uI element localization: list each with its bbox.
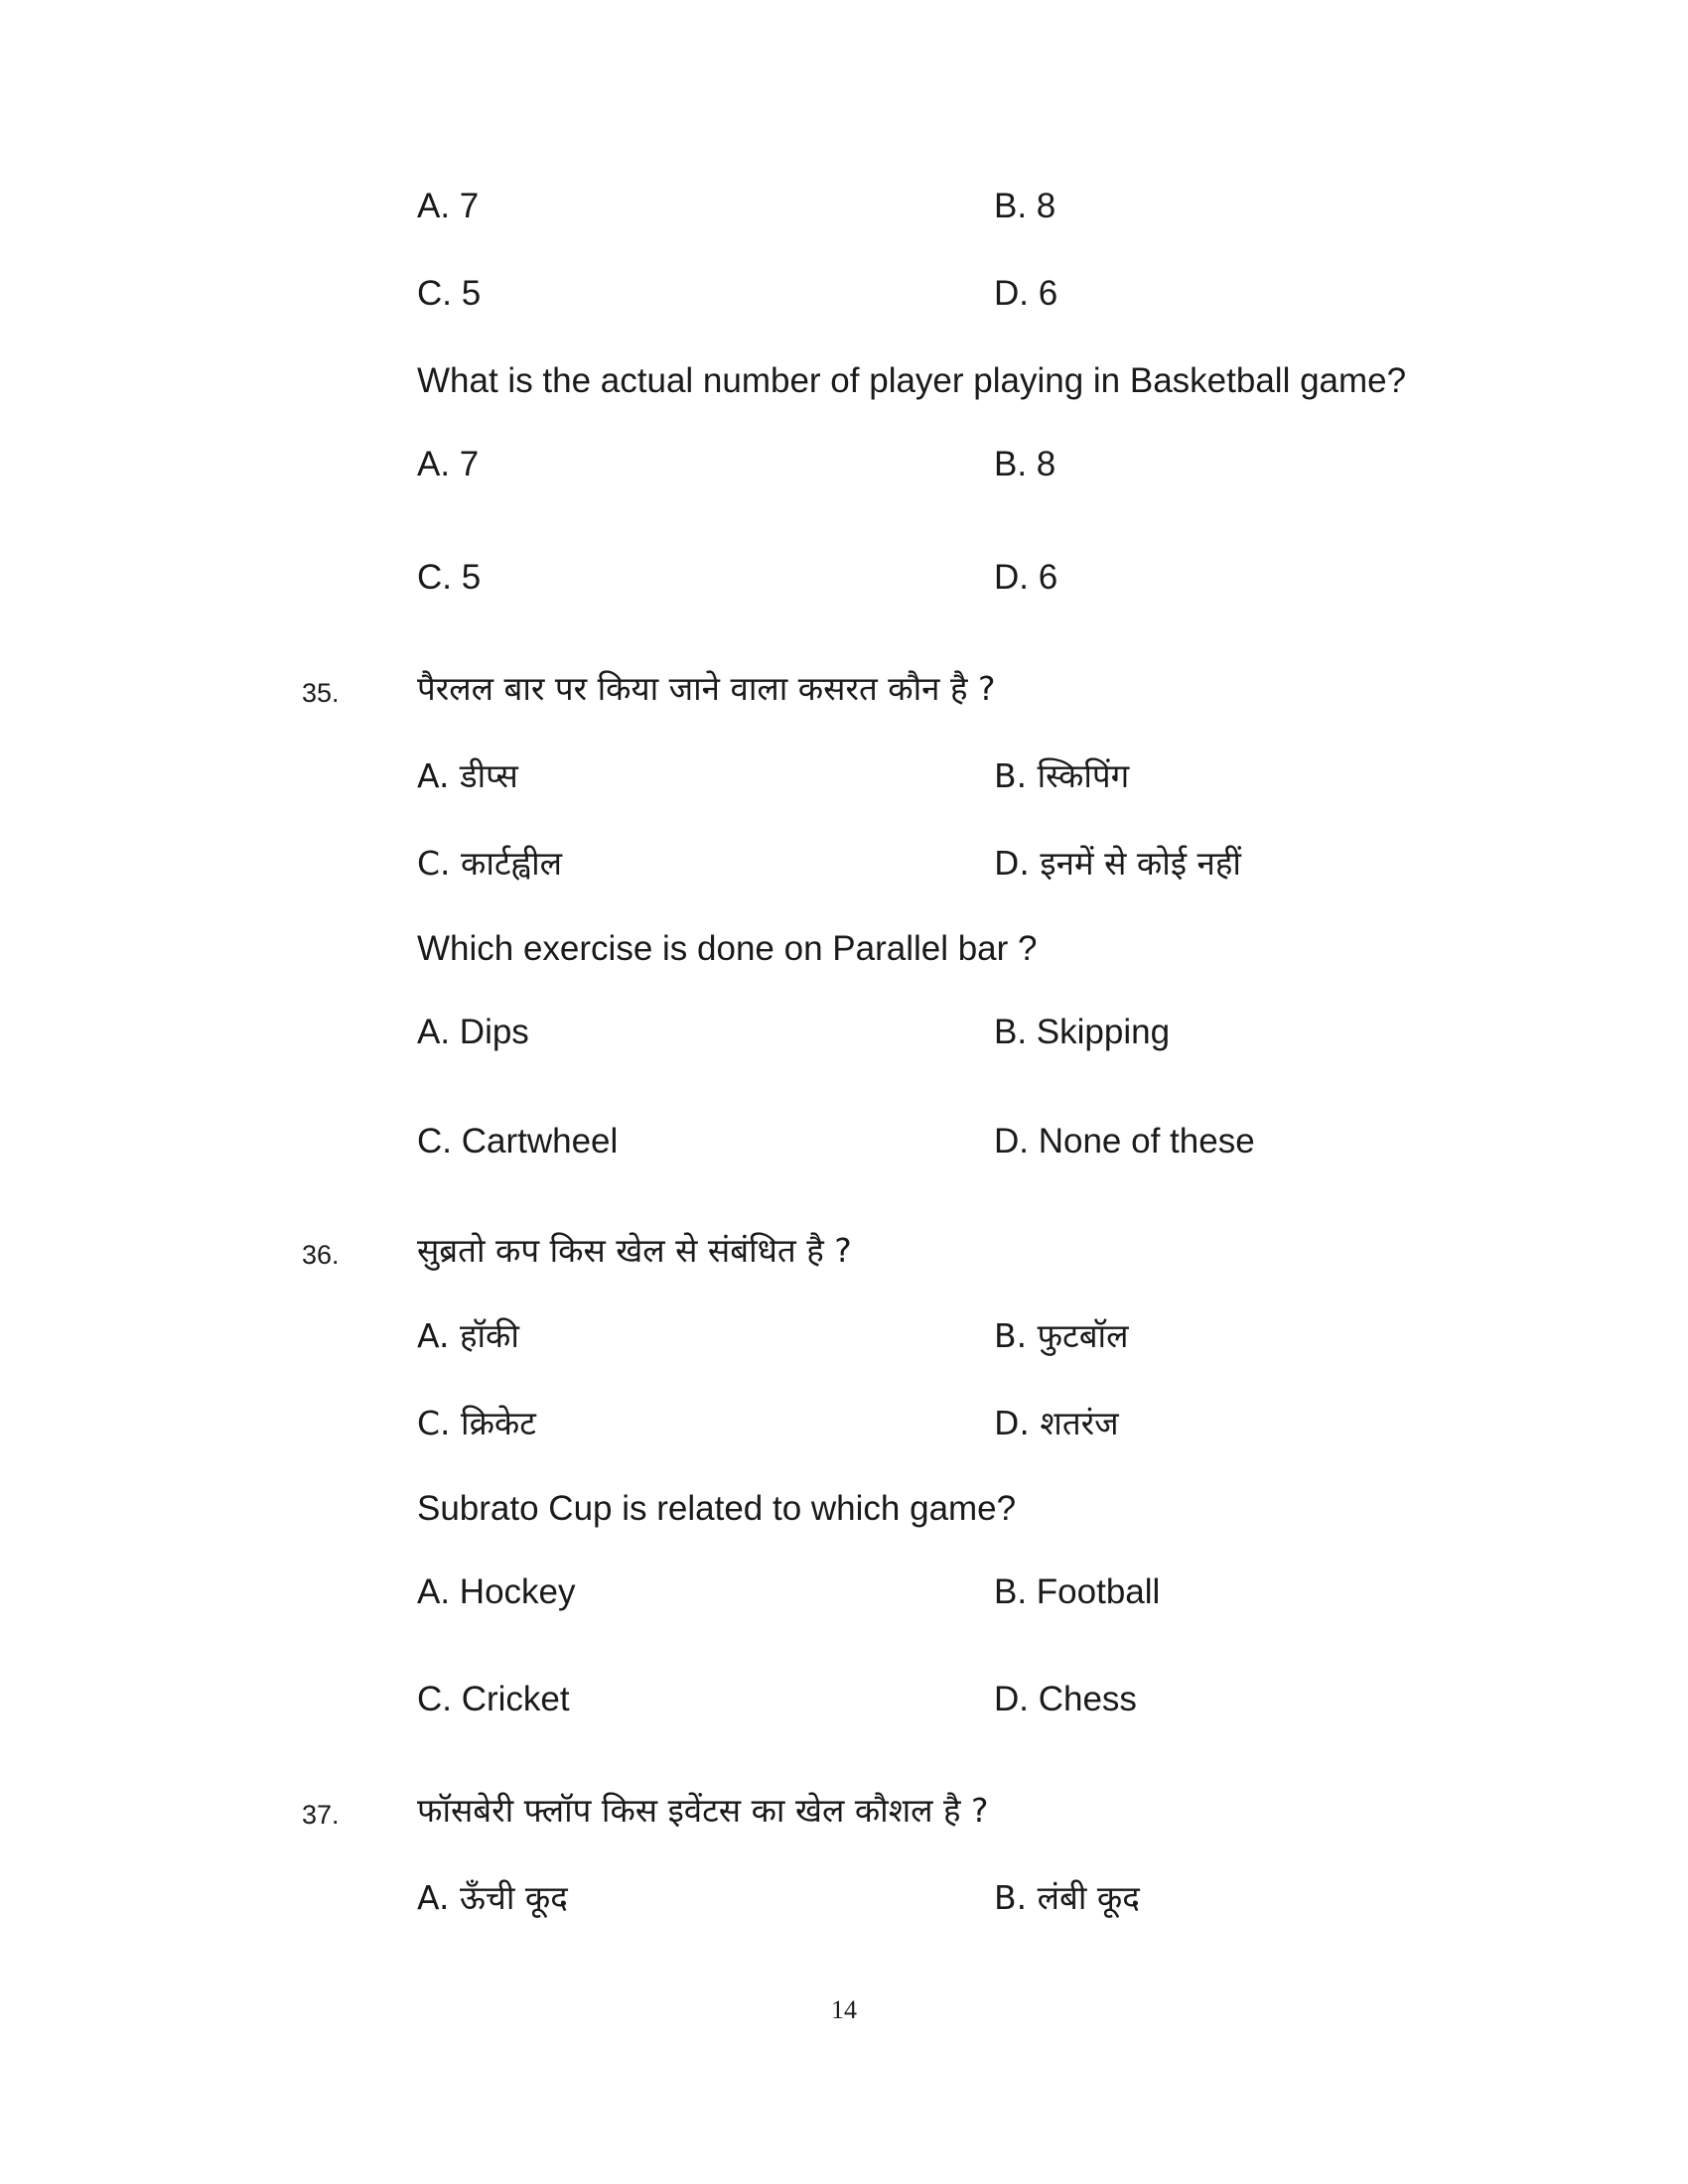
question-number: 37. [302,1800,340,1830]
option-d: D. 6 [994,274,1058,313]
english-option-a: A. Hockey [417,1572,576,1611]
question-number: 35. [302,678,340,708]
hindi-question-text: फॉसबेरी फ्लॉप किस इवेंटस का खेल कौशल है ? [417,1791,989,1830]
hindi-option-a: A. डीप्स [417,756,518,795]
english-option-a: A. Dips [417,1013,529,1051]
hindi-option-a: A. ऊँची कूद [417,1878,568,1917]
english-question-text: Which exercise is done on Parallel bar ? [417,929,1038,968]
hindi-question-text: सुब्रतो कप किस खेल से संबंधित है ? [417,1231,852,1270]
page-number: 14 [831,1995,857,2024]
hindi-option-d: D. इनमें से कोई नहीं [994,844,1241,883]
question-number: 36. [302,1240,340,1270]
option-a: A. 7 [417,445,480,483]
option-b: B. 8 [994,445,1056,483]
hindi-option-b: B. फुटबॉल [994,1316,1129,1355]
english-question-text: Subrato Cup is related to which game? [417,1489,1017,1528]
english-option-b: B. Football [994,1572,1161,1611]
option-a: A. 7 [417,187,480,225]
english-option-d: D. Chess [994,1680,1137,1718]
option-b: B. 8 [994,187,1056,225]
option-c: C. 5 [417,558,482,597]
english-option-d: D. None of these [994,1122,1255,1160]
hindi-option-c: C. कार्टह्वील [417,844,563,883]
english-option-c: C. Cartwheel [417,1122,619,1160]
english-option-b: B. Skipping [994,1013,1171,1051]
hindi-option-b: B. स्किपिंग [994,756,1130,795]
hindi-option-d: D. शतरंज [994,1404,1119,1442]
hindi-question-text: पैरलल बार पर किया जाने वाला कसरत कौन है ? [417,669,996,708]
english-option-c: C. Cricket [417,1680,570,1718]
option-d: D. 6 [994,558,1058,597]
option-c: C. 5 [417,274,482,313]
hindi-option-c: C. क्रिकेट [417,1404,536,1442]
hindi-option-a: A. हॉकी [417,1316,519,1355]
hindi-option-b: B. लंबी कूद [994,1878,1140,1917]
question-text: What is the actual number of player playing in Basketball game? [417,361,1407,400]
